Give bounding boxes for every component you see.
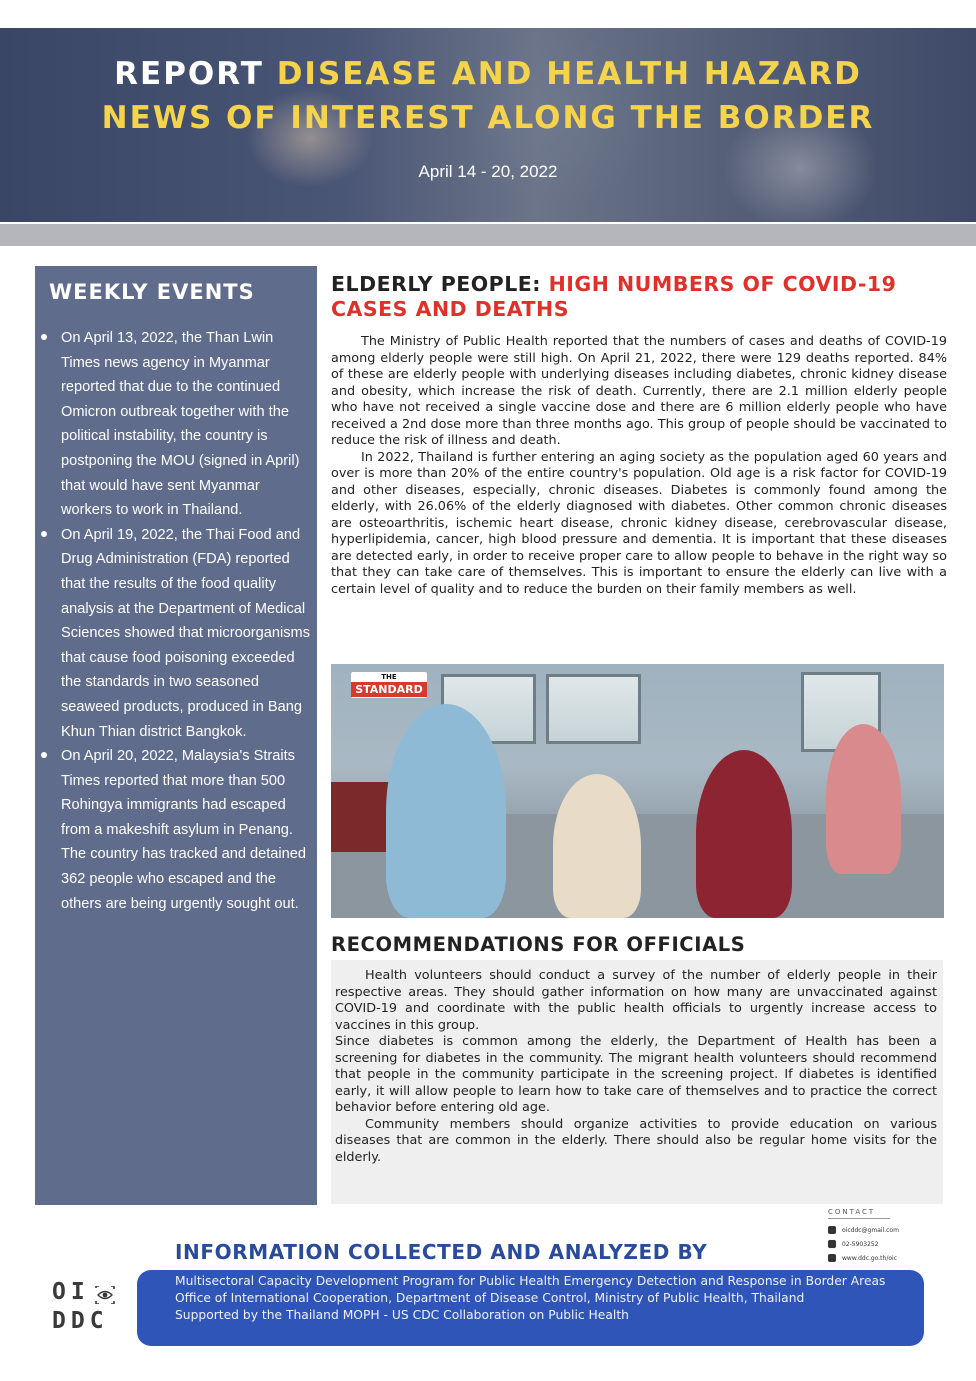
health-worker-figure [386,704,506,918]
logo-oi-text: OI [52,1279,90,1305]
contact-web-row[interactable] [828,1251,958,1265]
header-divider [0,224,976,246]
weekly-events-panel [35,266,317,1205]
article-title [331,272,947,322]
report-word: REPORT [114,56,264,92]
logo-top-text: THE [381,673,397,681]
weekly-events-heading: WEEKLY EVENTS [49,280,255,304]
bullet-icon [41,334,47,340]
header-banner [0,28,976,222]
title-rest-line1: DISEASE AND HEALTH HAZARD [276,56,862,92]
globe-icon [828,1254,836,1262]
contact-email-row[interactable] [828,1223,958,1237]
list-item [35,326,317,523]
contact-web[interactable]: www.ddc.go.th/oic [842,1254,897,1262]
contact-phone-row [828,1237,958,1251]
article-body [331,334,947,598]
contact-block [828,1208,958,1265]
logo-bottom-text: STANDARD [351,682,427,697]
contact-email[interactable]: oicddc@gmail.com [842,1226,899,1234]
elderly-figure [826,724,901,874]
bullet-icon [41,752,47,758]
recommendation-paragraph: Since diabetes is common among the elderly, the Department of Health has been a screening for diabetes in the community. The migrant health volunteers should recommend that people in the community participate in the screening project. If diabetes is identified early, it will allow people to learn how to take care of themselves and to practice the correct behavior before entering old age. [335,1034,937,1115]
footer-credits-box [137,1270,924,1346]
contact-phone: 02-5903252 [842,1240,879,1248]
elderly-figure [696,750,792,918]
event-text: On April 20, 2022, Malaysia's Straits Times reported that more than 500 Rohingya immigrants had escaped from a makeshift asylum in Penang. The country has tracked and detained 362 people who escaped and the others are being urgently sought out. [61,748,307,912]
news-photo [331,664,944,918]
email-icon [828,1226,836,1234]
recommendation-paragraph: Health volunteers should conduct a survey of the number of elderly people in their respective areas. They should gather information on how many are unvaccinated against COVID-19 and coordinate with the public health officials to urgently increase access to vaccines in this group. [335,968,937,1033]
event-text: On April 19, 2022, the Thai Food and Drug Administration (FDA) reported that the results of the food quality analysis at the Department of Medical Sciences showed that microorganisms that cause food poisoning exceeded the standards in two seasoned seaweed products, produced in Bang Khun Thian district Bangkok. [61,526,311,740]
main-article [331,272,947,598]
logo-ddc-text: DDC [52,1308,109,1334]
list-item [35,523,317,744]
bullet-icon [41,531,47,537]
article-paragraph: The Ministry of Public Health reported that the numbers of cases and deaths of COVID-19 among elderly people were still high. On April 21, 2022, there were 129 deaths reported. 84% of these are elderly people with underlying diseases including diabetes, chronic kidney disease and obesity, which increase the risk of death. Currently, there are 2.1 million elderly people who have not received a single vaccine dose and there are 6 million elderly people who have received a 2nd dose more than three months ago. This group of people should be vaccinated to reduce the risk of illness and death. [331,334,947,448]
article-paragraph: In 2022, Thailand is further entering an aging society as the population aged 60 years and over is more than 20% of the entire country's population. Old age is a risk factor for COVID-19 and other diseases, especially, chronic diseases. Diabetes is commonly found among the elderly, with 26.06% of the elderly diagnosed with diabetes. Other common chronic diseases are osteoarthritis, ischemic heart disease, chronic kidney disease, cerebrovascular disease, hyperlipidemia, cancer, high blood pressure and dementia. It is important that these diseases are detected early, in order to receive proper care to allow people to behave in the right way so that they can take care of themselves. This is important to ensure the elderly can live with a certain level of quality and to reduce the burden on their family members as well. [331,449,947,597]
report-date: April 14 - 20, 2022 [418,162,558,181]
event-text: On April 13, 2022, the Than Lwin Times news agency in Myanmar reported that due to the continued Omicron outbreak together with the political instability, the country is postponing the MOU (signed in April) that would have sent Myanmar workers to work in Thailand. [61,330,300,519]
recommendations-box [331,960,943,1204]
report-title-line2: NEWS OF INTEREST ALONG THE BORDER [101,100,875,136]
logo-row [52,1278,132,1306]
eye-icon [94,1283,116,1301]
footer-line: Office of International Cooperation, Department of Disease Control, Ministry of Public Health, Thailand [175,1291,805,1305]
article-title-dark: ELDERLY PEOPLE: [331,272,549,296]
contact-heading: CONTACT [828,1208,890,1219]
oic-ddc-logo [52,1278,132,1336]
elderly-figure [553,774,641,918]
phone-icon [828,1240,836,1248]
window-shape [546,674,641,744]
the-standard-logo [351,672,427,698]
footer-heading: INFORMATION COLLECTED AND ANALYZED BY [175,1240,708,1264]
footer-line: Supported by the Thailand MOPH - US CDC Collaboration on Public Health [175,1308,629,1322]
weekly-events-list [35,326,317,916]
article-title-red: HIGH NUMBERS OF COVID-19 CASES AND DEATHS [331,272,897,321]
recommendation-paragraph: Community members should organize activities to provide education on various diseases that are common in the elderly. There should also be regular home visits for the elderly. [335,1116,937,1165]
report-title-line1 [0,52,976,96]
recommendations-heading: RECOMMENDATIONS FOR OFFICIALS [331,933,746,956]
list-item [35,744,317,916]
footer-line: Multisectoral Capacity Development Program for Public Health Emergency Detection and Response in Border Areas [175,1274,886,1288]
